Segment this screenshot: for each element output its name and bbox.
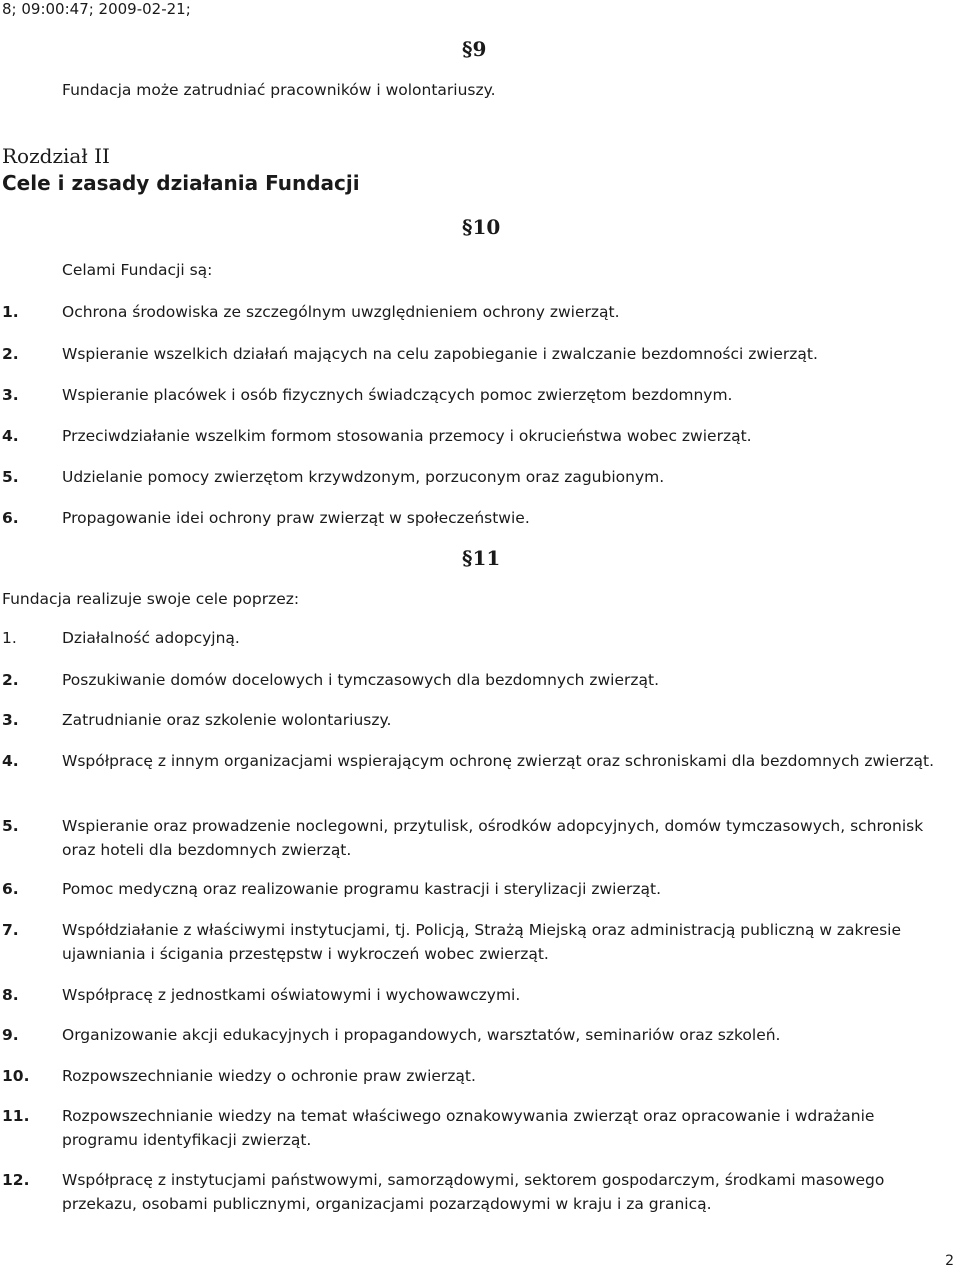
list-item-number: 4.	[2, 752, 19, 770]
list-item-number: 11.	[2, 1107, 30, 1125]
list-item-text: Rozpowszechnianie wiedzy o ochronie praw zwierząt.	[62, 1067, 476, 1085]
list-item-number: 2.	[2, 671, 19, 689]
list-item-number: 3.	[2, 386, 19, 404]
list-item-number: 6.	[2, 509, 19, 527]
list-item-text: Zatrudnianie oraz szkolenie wolontariuszy.	[62, 711, 392, 729]
list-item-number: 5.	[2, 817, 19, 835]
list-item-number: 1.	[2, 629, 17, 647]
list-item-text: Przeciwdziałanie wszelkim formom stosowania przemocy i okrucieństwa wobec zwierząt.	[62, 427, 752, 445]
list-item-number: 7.	[2, 921, 19, 939]
list-item-text: Poszukiwanie domów docelowych i tymczasowych dla bezdomnych zwierząt.	[62, 671, 660, 689]
list-item-number: 9.	[2, 1026, 19, 1044]
list-item-text: Współpracę z innym organizacjami wspierającym ochronę zwierząt oraz schroniskami dla bezdomnych zwierząt.	[62, 752, 935, 770]
list-item-text: Propagowanie idei ochrony praw zwierząt w społeczeństwie.	[62, 509, 530, 527]
list-item-text: Pomoc medyczną oraz realizowanie programu kastracji i sterylizacji zwierząt.	[62, 880, 661, 898]
section-9-mark: §9	[462, 37, 487, 61]
list-item-number: 12.	[2, 1171, 30, 1189]
list-item-number: 5.	[2, 468, 19, 486]
list-item-number: 10.	[2, 1067, 30, 1085]
section-11-mark: §11	[462, 546, 501, 570]
list-item-text: Współpracę z jednostkami oświatowymi i wychowawczymi.	[62, 986, 521, 1004]
list-item-number: 2.	[2, 345, 19, 363]
list-item-text: Wspieranie wszelkich działań mających na celu zapobieganie i zwalczanie bezdomności zwierząt.	[62, 345, 818, 363]
list-item-number: 3.	[2, 711, 19, 729]
section-11-intro: Fundacja realizuje swoje cele poprzez:	[2, 590, 300, 608]
page-number: 2	[945, 1253, 954, 1269]
list-item-number: 1.	[2, 303, 19, 321]
section-10-mark: §10	[462, 215, 501, 239]
list-item-text: Wspieranie oraz prowadzenie noclegowni, przytulisk, ośrodków adopcyjnych, domów tymczasowych, schronisk oraz hoteli dla bezdomnych zwierząt.	[62, 817, 924, 859]
list-item-number: 4.	[2, 427, 19, 445]
print-header-stamp: 8; 09:00:47; 2009-02-21;	[2, 0, 191, 18]
list-item-text: Rozpowszechnianie wiedzy na temat właściwego oznakowywania zwierząt oraz opracowanie i wdrażanie programu identyfikacji zwierząt.	[62, 1107, 875, 1149]
list-item-text: Wspieranie placówek i osób fizycznych świadczących pomoc zwierzętom bezdomnym.	[62, 386, 733, 404]
list-item-number: 8.	[2, 986, 19, 1004]
list-item-text: Ochrona środowiska ze szczególnym uwzględnieniem ochrony zwierząt.	[62, 303, 620, 321]
chapter-title: Cele i zasady działania Fundacji	[2, 171, 360, 195]
list-item-text: Współdziałanie z właściwymi instytucjami, tj. Policją, Strażą Miejską oraz administracją publiczną w zakresie ujawniania i ścigania przestępstw i wykroczeń wobec zwierząt.	[62, 921, 902, 963]
list-item-text: Organizowanie akcji edukacyjnych i propagandowych, warsztatów, seminariów oraz szkoleń.	[62, 1026, 781, 1044]
list-item-text: Współpracę z instytucjami państwowymi, samorządowymi, sektorem gospodarczym, środkami masowego przekazu, osobami publicznymi, organizacjami pozarządowymi w kraju i za granicą.	[62, 1171, 885, 1213]
chapter-label: Rozdział II	[2, 144, 110, 168]
list-item-text: Działalność adopcyjną.	[62, 629, 240, 647]
section-10-intro: Celami Fundacji są:	[62, 261, 213, 279]
section-9-text: Fundacja może zatrudniać pracowników i wolontariuszy.	[62, 81, 496, 99]
list-item-number: 6.	[2, 880, 19, 898]
list-item-text: Udzielanie pomocy zwierzętom krzywdzonym, porzuconym oraz zagubionym.	[62, 468, 665, 486]
